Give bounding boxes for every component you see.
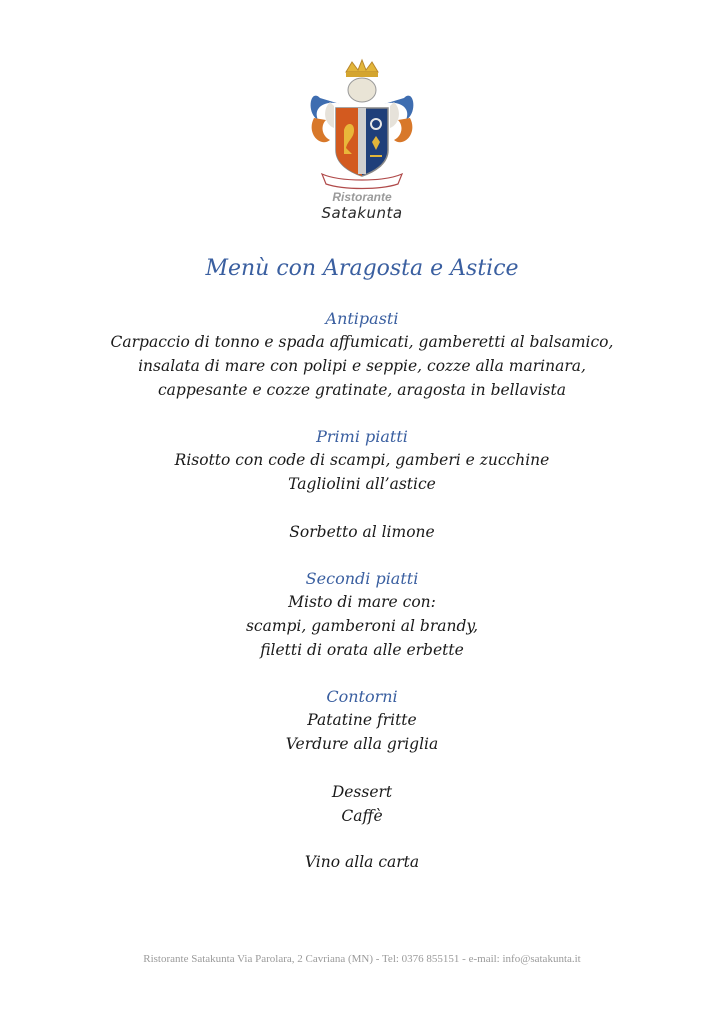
menu-line: scampi, gamberoni al brandy,	[245, 617, 479, 635]
menu-line: Patatine fritte	[307, 711, 417, 729]
crest-icon	[300, 58, 424, 190]
menu-line: Carpaccio di tonno e spada affumicati, gamberetti al balsamico,	[110, 333, 614, 351]
brand-name: Satakunta	[321, 204, 403, 222]
section-primi	[0, 426, 724, 496]
section-vino	[0, 850, 724, 874]
menu-line: Verdure alla griglia	[285, 735, 439, 753]
menu-line: Sorbetto al limone	[289, 523, 435, 541]
section-heading: Secondi piatti	[305, 569, 419, 588]
menu-line: Misto di mare con:	[288, 593, 436, 611]
section-heading: Contorni	[326, 687, 398, 706]
brand-subtitle: Ristorante	[332, 190, 392, 204]
footer-contact: Ristorante Satakunta Via Parolara, 2 Cavriana (MN) - Tel: 0376 855151 - e-mail: info@satakunta.it	[143, 953, 581, 965]
section-sorbetto	[0, 520, 724, 544]
menu-line: Risotto con code di scampi, gamberi e zucchine	[174, 451, 550, 469]
menu-line: Caffè	[341, 807, 383, 825]
coat-of-arms-logo	[300, 58, 424, 190]
section-dessert	[0, 780, 724, 828]
menu-line: cappesante e cozze gratinate, aragosta in bellavista	[158, 381, 566, 399]
section-antipasti	[0, 308, 724, 402]
menu-title: Menù con Aragosta e Astice	[205, 256, 519, 281]
section-secondi	[0, 568, 724, 662]
section-heading: Primi piatti	[316, 427, 408, 446]
menu-line: Vino alla carta	[304, 853, 420, 871]
menu-line: Tagliolini all’astice	[288, 475, 436, 493]
menu-line: filetti di orata alle erbette	[260, 641, 464, 659]
menu-line: Dessert	[331, 783, 393, 801]
section-heading: Antipasti	[325, 309, 399, 328]
menu-line: insalata di mare con polipi e seppie, cozze alla marinara,	[138, 357, 586, 375]
section-contorni	[0, 686, 724, 756]
